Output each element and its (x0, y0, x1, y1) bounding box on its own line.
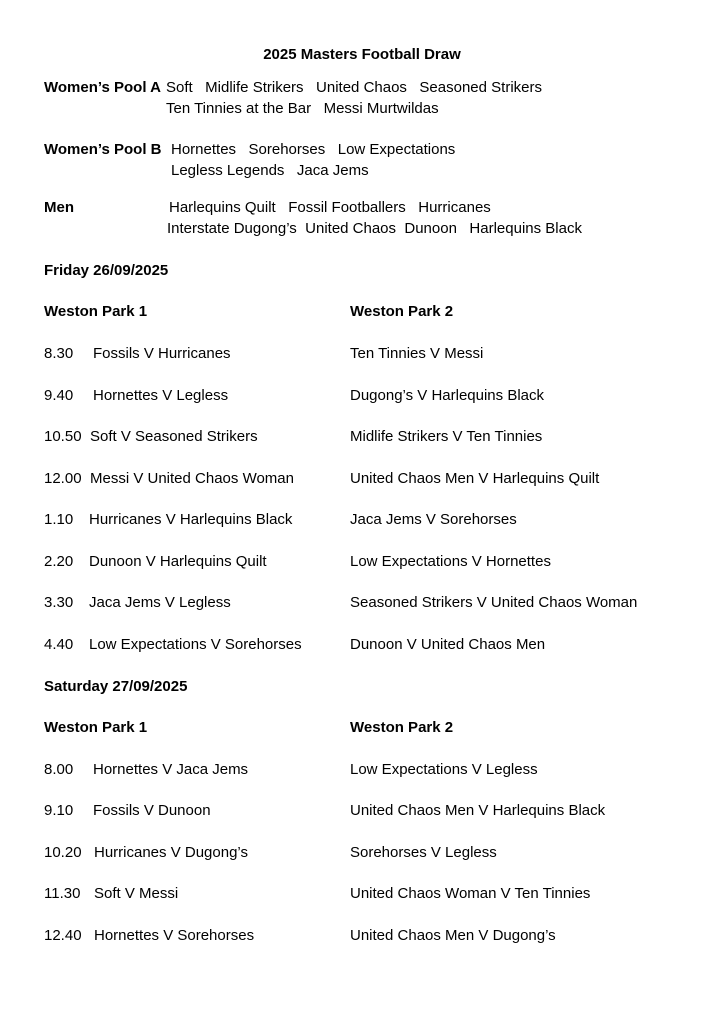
park-1-match: Hornettes V Sorehorses (94, 927, 255, 944)
park-2-match: Low Expectations V Legless (350, 761, 538, 778)
park-2-match: Low Expectations V Hornettes (350, 553, 551, 570)
match-time: 1.10 (44, 511, 74, 528)
park-1-match: Hurricanes V Harlequins Black (89, 511, 293, 528)
day-header-friday: Friday 26/09/2025 (44, 262, 169, 279)
park-2-match: United Chaos Woman V Ten Tinnies (350, 885, 591, 902)
park-1-match: Hornettes V Legless (93, 387, 229, 404)
match-time: 9.40 (44, 387, 74, 404)
park-2-match: Dugong’s V Harlequins Black (350, 387, 544, 404)
park-2-match: United Chaos Men V Harlequins Black (350, 802, 606, 819)
pool-a-teams-line-2: Ten Tinnies at the Bar Messi Murtwildas (166, 100, 439, 117)
match-time: 12.40 (44, 927, 82, 944)
match-time: 10.50 (44, 428, 82, 445)
match-row (0, 845, 724, 863)
park-2-match: United Chaos Men V Dugong’s (350, 927, 556, 944)
friday-venue-park-2: Weston Park 2 (350, 303, 454, 320)
saturday-venue-park-2: Weston Park 2 (350, 719, 454, 736)
match-row (0, 762, 724, 780)
park-2-match: United Chaos Men V Harlequins Quilt (350, 470, 600, 487)
park-2-match: Midlife Strikers V Ten Tinnies (350, 428, 543, 445)
match-row (0, 803, 724, 821)
match-time: 9.10 (44, 802, 74, 819)
saturday-venue-park-1: Weston Park 1 (44, 719, 148, 736)
park-2-match: Jaca Jems V Sorehorses (350, 511, 517, 528)
match-row (0, 512, 724, 530)
park-1-match: Jaca Jems V Legless (89, 594, 231, 611)
friday-venue-park-1: Weston Park 1 (44, 303, 148, 320)
pool-b-teams-line-1: Hornettes Sorehorses Low Expectations (171, 141, 456, 158)
park-2-match: Seasoned Strikers V United Chaos Woman (350, 594, 638, 611)
match-row (0, 471, 724, 489)
match-time: 4.40 (44, 636, 74, 653)
park-1-match: Soft V Seasoned Strikers (90, 428, 258, 445)
park-1-match: Fossils V Hurricanes (93, 345, 231, 362)
match-row (0, 637, 724, 655)
match-row (0, 429, 724, 447)
park-1-match: Soft V Messi (94, 885, 179, 902)
match-time: 11.30 (44, 885, 81, 902)
match-row (0, 388, 724, 406)
pool-b-teams-line-2: Legless Legends Jaca Jems (171, 162, 369, 179)
match-time: 8.00 (44, 761, 74, 778)
park-1-match: Low Expectations V Sorehorses (89, 636, 302, 653)
men-pool-label: Men (44, 199, 74, 216)
men-teams-line-1: Harlequins Quilt Fossil Footballers Hurricanes (169, 199, 491, 216)
park-1-match: Hornettes V Jaca Jems (93, 761, 249, 778)
match-time: 10.20 (44, 844, 82, 861)
pool-b-label: Women’s Pool B (44, 141, 162, 158)
match-row (0, 886, 724, 904)
match-time: 2.20 (44, 553, 74, 570)
park-1-match: Messi V United Chaos Woman (90, 470, 294, 487)
park-2-match: Sorehorses V Legless (350, 844, 497, 861)
pool-a-label: Women’s Pool A (44, 79, 161, 96)
match-time: 3.30 (44, 594, 74, 611)
match-row (0, 554, 724, 572)
match-row (0, 928, 724, 946)
match-row (0, 595, 724, 613)
page-title: 2025 Masters Football Draw (263, 46, 461, 63)
park-2-match: Ten Tinnies V Messi (350, 345, 484, 362)
match-row (0, 346, 724, 364)
park-2-match: Dunoon V United Chaos Men (350, 636, 546, 653)
park-1-match: Dunoon V Harlequins Quilt (89, 553, 267, 570)
match-time: 8.30 (44, 345, 74, 362)
park-1-match: Fossils V Dunoon (93, 802, 211, 819)
men-teams-line-2: Interstate Dugong’s United Chaos Dunoon Harlequins Black (167, 220, 582, 237)
park-1-match: Hurricanes V Dugong’s (94, 844, 248, 861)
day-header-saturday: Saturday 27/09/2025 (44, 678, 188, 695)
match-time: 12.00 (44, 470, 82, 487)
pool-a-teams-line-1: Soft Midlife Strikers United Chaos Seasoned Strikers (166, 79, 542, 96)
